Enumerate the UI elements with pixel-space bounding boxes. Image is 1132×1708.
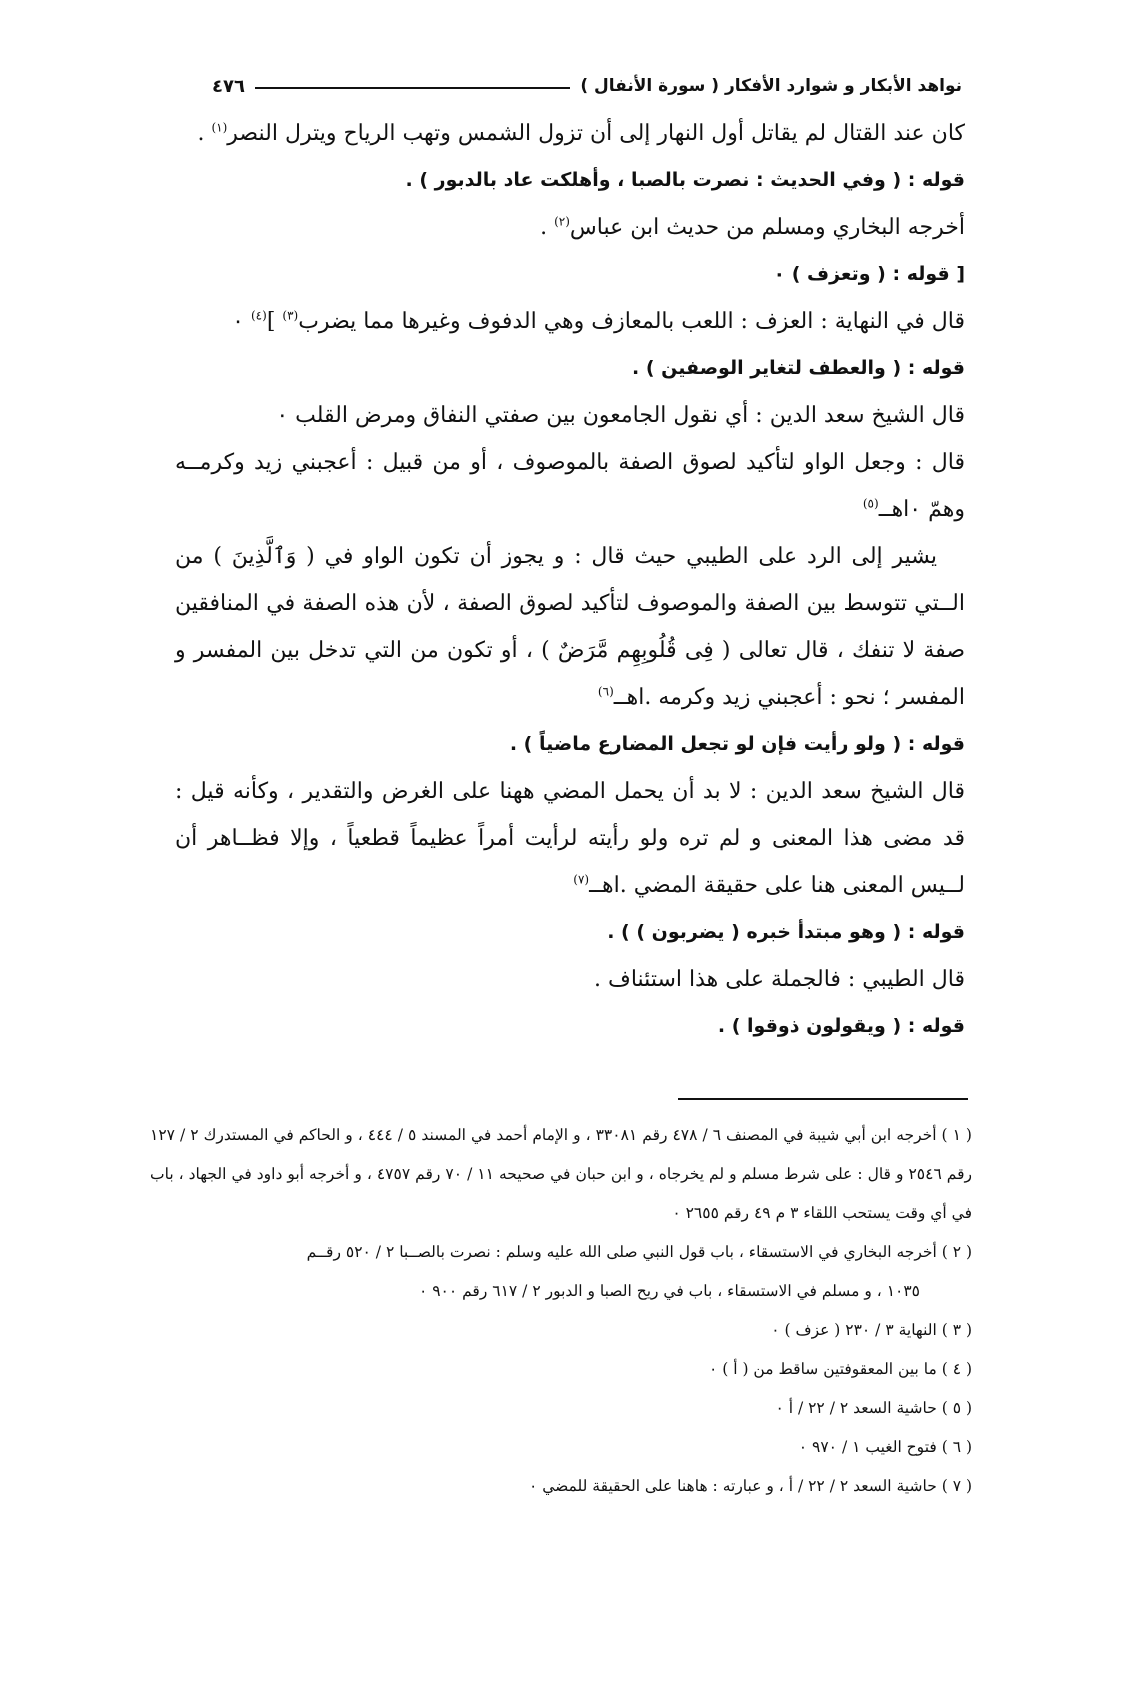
footnote: ( ٧ ) حاشية السعد ٢ / ٢٢ / أ ، و عبارته : هاهنا على الحقيقة للمضي ٠: [528, 1477, 972, 1495]
paragraph: كان عند القتال لم يقاتل أول النهار إلى أن تزول الشمس وتهب الرياح ويترل النصر$^{(١)}$ .: [197, 120, 965, 146]
main-text: [175, 110, 965, 1050]
footnote: ( ٣ ) النهاية ٣ / ٢٣٠ ( عزف ) ٠: [771, 1321, 972, 1339]
footnote-ref: (١): [211, 120, 228, 135]
footnote-ref: (٢): [554, 214, 570, 229]
heading: قوله : ( والعطف لتغاير الوصفين ) .: [632, 357, 965, 379]
page-number: ٤٧٦: [212, 75, 245, 97]
heading: قوله : ( ويقولون ذوقوا ) .: [717, 1015, 965, 1037]
paragraph: قال الشيخ سعد الدين : لا بد أن يحمل المضي ههنا على الغرض والتقدير ، وكأنه قيل : قد مضى هذا المعنى و لم تره ولو رأيته لرأيت أمراً عظيماً قطعياً ، وإلا فظــاهر أن لــيس المعنى هنا على حقيقة المضي .اهــ$^{(٧)}$: [175, 779, 965, 898]
heading: قوله : ( ولو رأيت فإن لو تجعل المضارع ماضياً ) .: [509, 733, 965, 755]
paragraph: يشير إلى الرد على الطيبي حيث قال : و يجوز أن تكون الواو في ( وَٱلَّذِينَ ) من الــتي تتوسط بين الصفة والموصوف لتأكيد لصوق الصفة ، لأن هذه الصفة في المنافقين صفة لا تنفك ، قال تعالى ( فِى قُلُوبِهِم مَّرَضٌ ) ، أو تكون من التي تدخل بين المفسر و المفسر ؛ نحو : أعجبني زيد وكرمه .اهــ$^{(٦)}$: [175, 544, 965, 710]
header-title: نواهد الأبكار و شوارد الأفكار ( سورة الأنفال ): [580, 76, 962, 96]
footnote: ( ٤ ) ما بين المعقوفتين ساقط من ( أ ) ٠: [709, 1360, 972, 1378]
footnote-ref: (٤): [250, 308, 267, 323]
paragraph: قال : وجعل الواو لتأكيد لصوق الصفة بالموصوف ، أو من قبيل : أعجبني زيد وكرمــه وهمّ ٠اهــ$^{(٥)}$: [175, 450, 965, 522]
footnote-ref: (٧): [573, 872, 590, 887]
heading: قوله : ( وفي الحديث : نصرت بالصبا ، وأهلكت عاد بالدبور ) .: [405, 169, 965, 191]
footnote-separator: [678, 1098, 968, 1100]
footnote: ( ١ ) أخرجه ابن أبي شيبة في المصنف ٦ / ٤٧٨ رقم ٣٣٠٨١ ، و الإمام أحمد في المسند ٥ / ٤٤٤ ، و الحاكم في المستدرك ٢ / ١٢٧ رقم ٢٥٤٦ و قال : على شرط مسلم و لم يخرجاه ، و ابن حبان في صحيحه ١١ / ٧٠ رقم ٤٧٥٧ ، و أخرجه أبو داود في الجهاد ، باب في أي وقت يستحب اللقاء ٣ م ٤٩ رقم ٢٦٥٥ ٠: [150, 1126, 972, 1222]
footnote-ref: (٦): [597, 684, 614, 699]
footnote: ( ٦ ) فتوح الغيب ١ / ٩٧٠ ٠: [798, 1438, 972, 1456]
footnote-ref: (٥): [862, 496, 879, 511]
paragraph: قال الشيخ سعد الدين : أي نقول الجامعون بين صفتي النفاق ومرض القلب ٠: [276, 403, 965, 428]
footnote: ( ٥ ) حاشية السعد ٢ / ٢٢ / أ ٠: [775, 1399, 972, 1417]
header-rule: [255, 87, 570, 89]
running-header: [212, 68, 962, 104]
footnotes: [150, 1116, 972, 1506]
heading: قوله : ( وهو مبتدأ خبره ( يضربون ) ) .: [607, 921, 965, 943]
footnote-continuation: ١٠٣٥ ، و مسلم في الاستسقاء ، باب في ريح الصبا و الدبور ٢ / ٦١٧ رقم ٩٠٠ ٠: [418, 1282, 920, 1300]
footnote: ( ٢ ) أخرجه البخاري في الاستسقاء ، باب قول النبي صلى الله عليه وسلم : نصرت بالصــبا ٢ / ٥٢٠ رقــم: [306, 1243, 972, 1261]
footnote-ref: (٣): [282, 308, 299, 323]
paragraph: قال في النهاية : العزف : اللعب بالمعازف وهي الدفوف وغيرها مما يضرب$^{(٣)}$ ]$^{(٤)}$ ٠: [232, 308, 965, 334]
heading: [ قوله : ( وتعزف ) ٠: [773, 263, 965, 285]
paragraph: قال الطيبي : فالجملة على هذا استئناف .: [594, 967, 965, 992]
paragraph: أخرجه البخاري ومسلم من حديث ابن عباس$^{(٢)}$ .: [540, 214, 965, 240]
